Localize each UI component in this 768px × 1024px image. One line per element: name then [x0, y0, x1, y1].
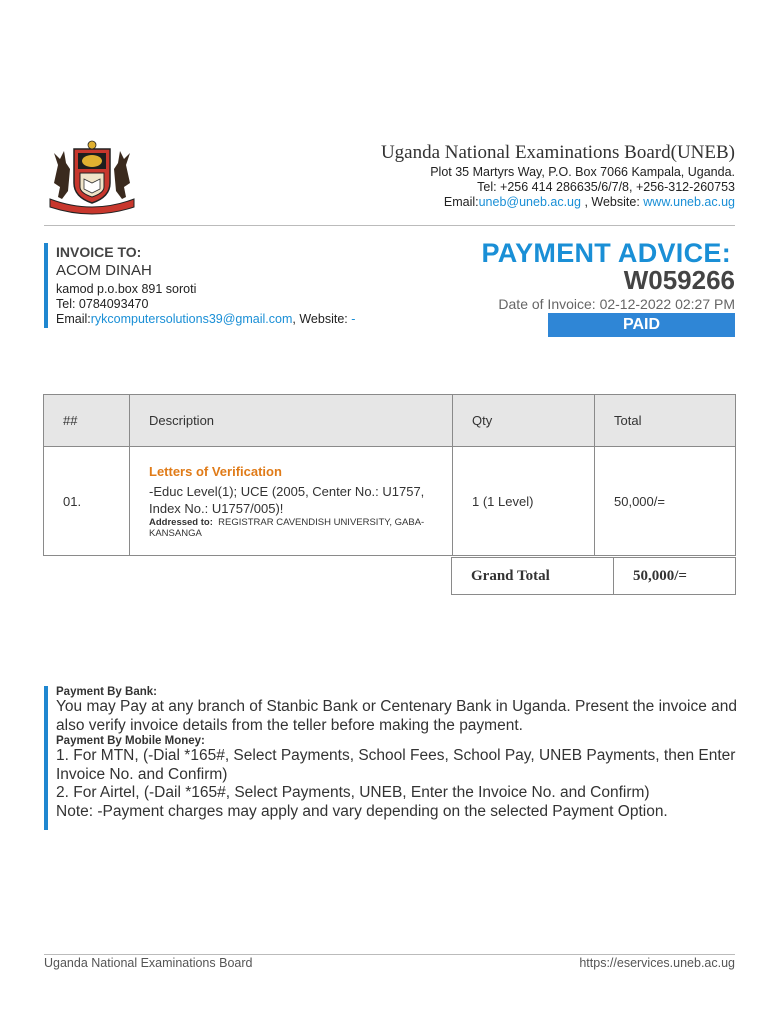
- addressed-to-label: Addressed to:: [149, 516, 213, 528]
- bank-payment-text: You may Pay at any branch of Stanbic Bank or Centenary Bank in Uganda. Present the invoice and also verify invoice details from the teller before making the payment.: [56, 698, 737, 734]
- table-row: [44, 447, 736, 556]
- table-header-row: [44, 395, 736, 447]
- item-title: Letters of Verification: [149, 463, 282, 479]
- org-phone: Tel: +256 414 286635/6/7/8, +256-312-260753: [477, 180, 735, 194]
- client-email-label: Email:: [56, 312, 91, 326]
- org-email-link[interactable]: uneb@uneb.ac.ug: [478, 195, 581, 209]
- mtn-instructions: 1. For MTN, (-Dial *165#, Select Payments, School Fees, School Pay, UNEB Payments, then Enter Invoice No. and Confirm): [56, 747, 736, 783]
- column-header-total: Total: [595, 395, 736, 447]
- payment-charges-note: Note: -Payment charges may apply and vary depending on the selected Payment Option.: [56, 802, 668, 820]
- org-contact-line: [444, 195, 735, 209]
- addressed-to-value: REGISTRAR CAVENDISH UNIVERSITY, GABA-KANSANGA: [149, 516, 425, 539]
- client-contact-line: [56, 312, 355, 326]
- invoice-to-label: INVOICE TO:: [56, 244, 142, 260]
- invoice-date: Date of Invoice: 02-12-2022 02:27 PM: [498, 296, 735, 312]
- client-address: kamod p.o.box 891 soroti: [56, 282, 197, 296]
- footer-organization: Uganda National Examinations Board: [44, 956, 253, 970]
- item-addressed-to: [149, 517, 452, 539]
- client-website-link[interactable]: -: [351, 312, 356, 326]
- mobile-money-heading: Payment By Mobile Money:: [56, 735, 205, 747]
- airtel-instructions: 2. For Airtel, (-Dail *165#, Select Payments, UNEB, Enter the Invoice No. and Confirm): [56, 784, 650, 801]
- item-description-cell: [130, 447, 453, 556]
- org-website-link[interactable]: www.uneb.ac.ug: [643, 195, 735, 209]
- grand-total-label: Grand Total: [452, 558, 614, 594]
- item-total: 50,000/=: [595, 447, 736, 556]
- invoice-items-table: [43, 394, 736, 556]
- client-phone: Tel: 0784093470: [56, 297, 149, 311]
- item-description: -Educ Level(1); UCE (2005, Center No.: U1757, Index No.: U1757/005)!: [149, 483, 425, 516]
- footer-url: https://eservices.uneb.ac.ug: [579, 956, 735, 970]
- grand-total-value: 50,000/=: [633, 568, 687, 584]
- uneb-crest-icon: [44, 139, 140, 215]
- invoice-number: W059266: [623, 265, 735, 295]
- email-label: Email:: [443, 195, 479, 209]
- payment-advice-title: PAYMENT ADVICE:: [481, 238, 731, 268]
- payment-instructions: [56, 686, 746, 821]
- bank-payment-heading: Payment By Bank:: [56, 686, 157, 698]
- client-name: ACOM DINAH: [56, 262, 152, 279]
- invoice-to-accent-bar: [44, 243, 48, 328]
- client-website-label: , Website:: [292, 312, 352, 326]
- column-header-number: ##: [44, 395, 130, 447]
- organization-name: Uganda National Examinations Board(UNEB): [380, 142, 735, 163]
- grand-total-box: [451, 557, 736, 595]
- footer-divider: [44, 954, 735, 955]
- column-header-description: Description: [130, 395, 453, 447]
- website-label: , Website:: [580, 195, 644, 209]
- status-badge: PAID: [548, 313, 735, 337]
- item-qty: 1 (1 Level): [453, 447, 595, 556]
- column-header-qty: Qty: [453, 395, 595, 447]
- item-number: 01.: [44, 447, 130, 556]
- org-address: Plot 35 Martyrs Way, P.O. Box 7066 Kampala, Uganda.: [430, 165, 735, 179]
- header-divider: [44, 225, 735, 226]
- client-email-link[interactable]: rykcomputersolutions39@gmail.com: [90, 312, 293, 326]
- payment-info-accent-bar: [44, 686, 48, 830]
